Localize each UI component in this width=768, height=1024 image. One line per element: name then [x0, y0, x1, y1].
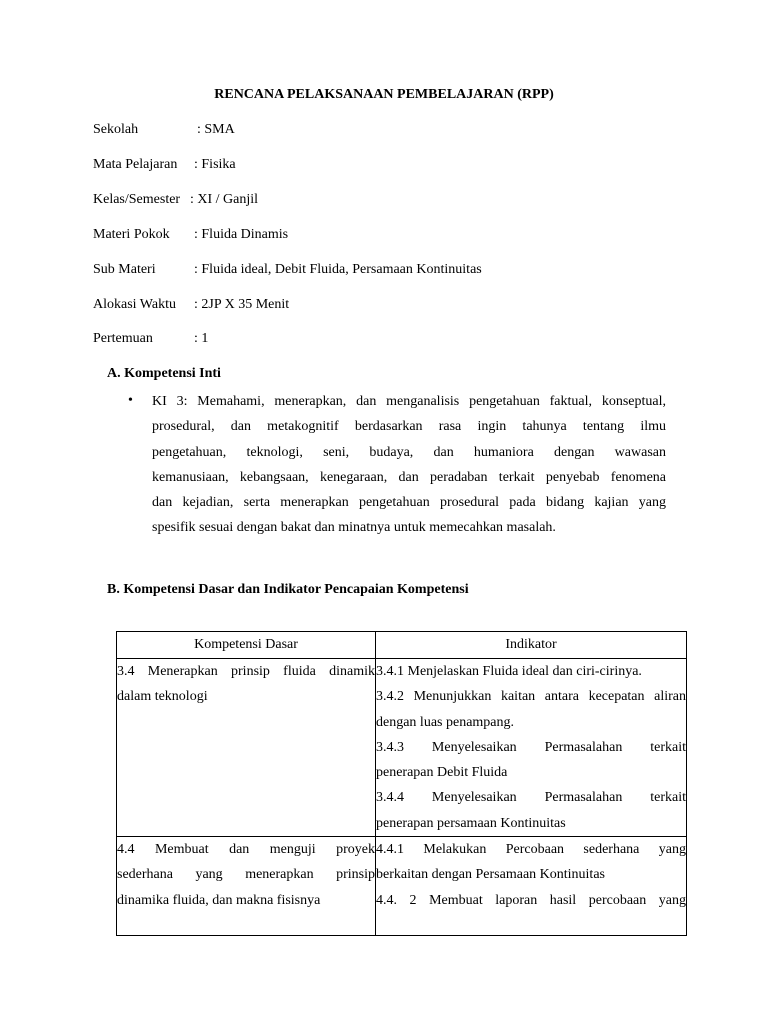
indicator-line: berkaitan dengan Persamaan Kontinuitas: [376, 867, 605, 883]
ki3-line: dan kejadian, serta menerapkan pengetahuan prosedural pada bidang kajian yang: [152, 495, 666, 511]
kd-line: dalam teknologi: [117, 689, 208, 705]
meta-label-kelas-semester: Kelas/Semester: [93, 192, 181, 207]
kd-line: dinamika fluida, dan makna fisisnya: [117, 892, 321, 908]
meta-value-mata-pelajaran: : Fisika: [194, 157, 236, 172]
kd-line: sederhana yang menerapkan prinsip: [117, 867, 375, 883]
meta-label-mata-pelajaran: Mata Pelajaran: [93, 157, 178, 172]
table-row: [117, 659, 687, 837]
competency-table: [116, 631, 687, 936]
kd-line: 3.4 Menerapkan prinsip fluida dinamik: [117, 664, 375, 679]
indicator-line: 4.4.1 Melakukan Percobaan sederhana yang: [376, 842, 686, 858]
indicator-line: penerapan Debit Fluida: [376, 765, 508, 781]
section-a-heading: A. Kompetensi Inti: [107, 366, 221, 381]
table-row: [117, 837, 687, 936]
meta-label-materi-pokok: Materi Pokok: [93, 227, 170, 242]
table-header-row: [117, 632, 687, 659]
ki3-line: kemanusiaan, kebangsaan, kenegaraan, dan peradaban terkait penyebab fenomena: [152, 469, 666, 485]
kd-line: 4.4 Membuat dan menguji proyek: [117, 842, 375, 858]
meta-value-alokasi-waktu: : 2JP X 35 Menit: [194, 297, 290, 312]
indicator-line: penerapan persamaan Kontinuitas: [376, 815, 566, 831]
ki3-line: spesifik sesuai dengan bakat dan minatnya untuk memecahkan masalah.: [152, 520, 556, 536]
kd-cell: [117, 837, 376, 936]
header-indikator: Indikator: [376, 632, 687, 659]
indicator-cell: [376, 837, 687, 936]
kd-cell: [117, 659, 376, 837]
indicator-line: 3.4.3 Menyelesaikan Permasalahan terkait: [376, 739, 686, 755]
header-kompetensi-dasar: Kompetensi Dasar: [117, 632, 376, 659]
indicator-line: 3.4.2 Menunjukkan kaitan antara kecepatan aliran: [376, 689, 686, 705]
section-b-heading: B. Kompetensi Dasar dan Indikator Pencapaian Kompetensi: [107, 582, 469, 597]
meta-value-pertemuan: : 1: [194, 331, 209, 346]
meta-label-pertemuan: Pertemuan: [93, 331, 153, 346]
meta-value-materi-pokok: : Fluida Dinamis: [194, 227, 289, 242]
indicator-line: 3.4.1 Menjelaskan Fluida ideal dan ciri-cirinya.: [376, 664, 642, 679]
ki3-line: pengetahuan, teknologi, seni, budaya, dan humaniora dengan wawasan: [152, 444, 666, 460]
ki3-paragraph: [152, 389, 666, 541]
meta-value-sekolah: : SMA: [197, 122, 235, 137]
indicator-cell: [376, 659, 687, 837]
meta-value-sub-materi: : Fluida ideal, Debit Fluida, Persamaan Kontinuitas: [194, 262, 482, 277]
document-title: RENCANA PELAKSANAAN PEMBELAJARAN (RPP): [214, 87, 554, 102]
ki3-line: prosedural, dan metakognitif berdasarkan rasa ingin tahunya tentang ilmu: [152, 419, 666, 435]
indicator-line: 4.4. 2 Membuat laporan hasil percobaan yang: [376, 892, 686, 908]
indicator-line: dengan luas penampang.: [376, 714, 515, 730]
meta-value-kelas-semester: : XI / Ganjil: [190, 192, 259, 207]
indicator-line: 3.4.4 Menyelesaikan Permasalahan terkait: [376, 790, 686, 806]
bullet-icon: •: [128, 393, 133, 408]
ki3-line: KI 3: Memahami, menerapkan, dan menganalisis pengetahuan faktual, konseptual,: [152, 394, 666, 409]
meta-label-sub-materi: Sub Materi: [93, 262, 156, 277]
meta-label-sekolah: Sekolah: [93, 122, 139, 137]
meta-label-alokasi-waktu: Alokasi Waktu: [93, 297, 176, 312]
